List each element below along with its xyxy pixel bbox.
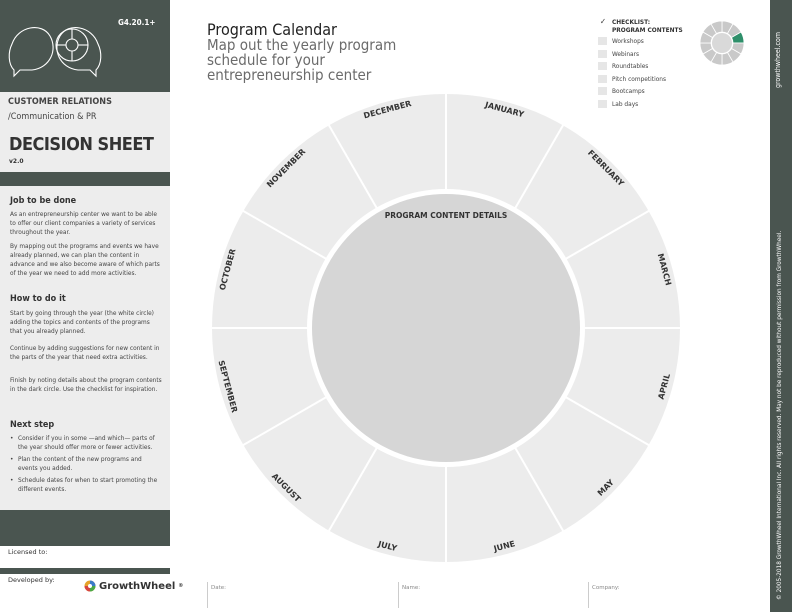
- checklist-heading-line-2: PROGRAM CONTENTS: [612, 26, 683, 34]
- checklist-heading-line-1: CHECKLIST:: [612, 18, 651, 26]
- name-label: Name:: [402, 585, 421, 591]
- brand-name: GrowthWheel: [99, 580, 176, 592]
- checklist-item-label: Workshops: [612, 37, 644, 45]
- checkmark-icon: ✓: [600, 17, 607, 26]
- list-item: • Consider if you in some —and which— parts of the year should offer more or fewer activities.: [10, 434, 160, 452]
- month-label: SEPTEMBER: [216, 359, 239, 414]
- job-paragraph-1: As an entrepreneurship center we want to be able to offer our client companies a variety of services throughout the year.: [10, 210, 157, 236]
- page-subtitle: Map out the yearly program schedule for your entrepreneurship center: [207, 36, 397, 84]
- brand-mark: ®: [178, 583, 184, 589]
- right-strip: [770, 0, 792, 612]
- copyright-text: © 2005-2018 GrowthWheel International Inc. All rights reserved. May not be reproduced without permission from GrowthWheel.: [775, 230, 783, 600]
- list-item: • Plan the content of the new programs and events you added.: [10, 455, 160, 473]
- month-label: AUGUST: [270, 471, 303, 504]
- company-field[interactable]: [588, 582, 749, 608]
- version-label: G4.20.1+: [118, 18, 156, 27]
- month-label: APRIL: [656, 372, 673, 401]
- month-label: JANUARY: [484, 100, 525, 120]
- company-label: Company:: [592, 585, 620, 591]
- website-text: growthwheel.com: [774, 32, 782, 88]
- page-title: Program Calendar: [207, 20, 337, 39]
- month-label: OCTOBER: [217, 247, 238, 292]
- checklist-item-label: Webinars: [612, 49, 640, 58]
- decision-sheet-title: DECISION SHEET: [9, 134, 154, 155]
- list-item: • Schedule dates for when to start promoting the different events.: [10, 476, 160, 494]
- how-paragraph-2: Continue by adding suggestions for new content in the parts of the year that need extra activities.: [10, 344, 160, 361]
- developed-by-label: Developed by:: [8, 576, 55, 584]
- licensed-to-label: Licensed to:: [8, 548, 48, 556]
- month-label: JUNE: [492, 539, 517, 554]
- month-label: MAY: [595, 477, 616, 498]
- month-label: JULY: [377, 539, 398, 554]
- checklist-item-label: Pitch competitions: [612, 74, 667, 83]
- month-label: MARCH: [655, 252, 673, 287]
- job-paragraph-2: By mapping out the programs and events we have already planned, we can plan the content in advance and we also become aware of which parts of the year we need to add more activities.: [10, 242, 160, 277]
- name-field[interactable]: [398, 582, 589, 608]
- how-heading: How to do it: [10, 294, 66, 304]
- date-field[interactable]: [207, 582, 398, 608]
- how-paragraph-3: Finish by noting details about the program contents in the dark circle. Use the checklist for inspiration.: [10, 376, 162, 393]
- program-content-circle: [312, 194, 580, 462]
- job-heading: Job to be done: [10, 196, 77, 206]
- center-label: PROGRAM CONTENT DETAILS: [384, 211, 508, 220]
- checklist-item-label: Roundtables: [612, 62, 649, 71]
- month-label: FEBRUARY: [585, 148, 626, 189]
- doc-version: v2.0: [9, 158, 24, 165]
- month-label: DECEMBER: [362, 98, 413, 121]
- how-paragraph-1: Start by going through the year (the white circle) adding the topics and contents of the programs that you already planned.: [10, 309, 154, 335]
- date-label: Date:: [211, 585, 226, 591]
- next-heading: Next step: [10, 420, 55, 430]
- checklist-item-label: Lab days: [612, 99, 639, 108]
- checklist-item-label: Bootcamps: [612, 87, 645, 96]
- subcategory-title: /Communication & PR: [8, 112, 97, 122]
- category-title: CUSTOMER RELATIONS: [8, 97, 112, 107]
- month-label: NOVEMBER: [265, 147, 308, 190]
